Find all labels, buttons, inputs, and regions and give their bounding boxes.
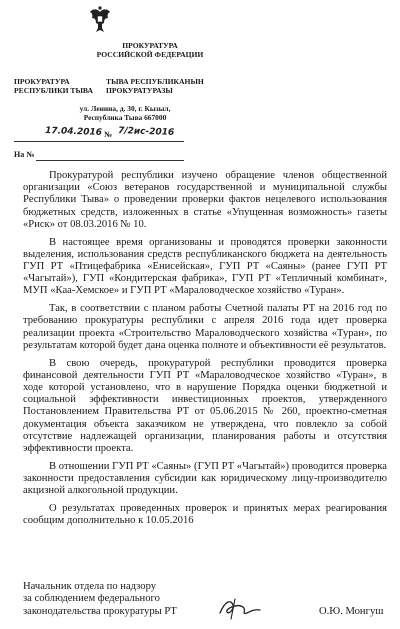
number-sign: № <box>104 130 113 139</box>
signatory-title <box>23 581 177 618</box>
org-title-line: РОССИЙСКОЙ ФЕДЕРАЦИИ <box>96 50 204 60</box>
paragraph: Прокуратурой республики изучено обращение членов общественной организации «Союз ветеранов государственной и муниципальной службы Республики Тыва» о проведении проверки фактов нецелевого использования бюджетных средств, изложенных в статье «Упущенная возможность» газеты «Риск» от 08.03.2016 № 10. <box>23 170 387 230</box>
paragraph: В настоящее время организованы и проводятся проверки законности выделения, использования средств республиканского бюджета на деятельность ГУП РТ «Птицефабрика «Енисейская», ГУП РТ «Саяны» (ранее ГУП РТ «Чагытай»), ГУП «Кондитерская фабрика», ГУП РТ «Тепличный комбинат», МУП «Каа-Хемское» и ГУП РТ «Мараловодческое хозяйство «Туран». <box>23 236 387 297</box>
org-title <box>95 41 205 60</box>
address-line: Республика Тыва 667000 <box>83 113 167 123</box>
date-underline <box>14 141 184 142</box>
in-reply-label: На № <box>14 150 35 159</box>
signatory-title-line: законодательства прокуратуры РТ <box>23 605 177 617</box>
org-title-line: ПРОКУРАТУРА <box>122 41 178 50</box>
org-right-line: ПРОКУРАТУРАЗЫ <box>106 86 173 96</box>
signatory-name: О.Ю. Монгуш <box>319 606 384 617</box>
paragraph: В отношении ГУП РТ «Саяны» (ГУП РТ «Чагытай») проводится проверка законности предоставления субсидии как юридическому лицу-производителю акцизной алкогольной продукции. <box>23 460 387 497</box>
signatory-title-line: Начальник отдела по надзору <box>23 581 157 592</box>
letter-body <box>23 170 387 533</box>
handwritten-date: 17.04.2016 <box>44 126 103 138</box>
org-left <box>14 77 93 96</box>
handwritten-number: 7/2ис-2016 <box>117 126 175 138</box>
org-left-line: РЕСПУБЛИКИ ТЫВА <box>14 86 93 96</box>
paragraph: В свою очередь, прокуратурой республики проводится проверка финансовой деятельности ГУП РТ «Мараловодческое хозяйство «Туран», в ходе которой установлено, что в нарушение Порядка оценки бюджетной и социальной эффективности инвестиционных проектов, утвержденного Постановлением Правительства РТ от 05.06.2015 № 260, проектно-сметная документация объекта заказчиком не утверждена, что повлекло за собой отсутствие надлежащей организации, планирования работы и отсутствия эффективности проекта. <box>23 357 387 455</box>
handwritten-signature <box>217 595 263 621</box>
eagle-emblem-icon <box>89 6 111 34</box>
address-line: ул. Ленина, д. 30, г. Кызыл, <box>79 104 171 113</box>
org-right-line: ТЫВА РЕСПУБЛИКАНЫН <box>106 77 204 86</box>
paragraph: О результатах проведенных проверок и принятых мерах реагирования сообщим дополнительно к 10.05.2016 <box>23 503 387 527</box>
org-right <box>106 77 204 96</box>
paragraph: Так, в соответствии с планом работы Счетной палаты РТ на 2016 год по требованию прокуратуры республики с апреля 2016 года идет проверка реализации проекта «Строительство Мараловодческого хозяйства «Туран», по результатам которой будет дана оценка полноте и объективности её результатов. <box>23 303 387 351</box>
signatory-title-line: за соблюдением федерального <box>23 593 160 605</box>
address <box>60 104 190 123</box>
org-left-line: ПРОКУРАТУРА <box>14 77 70 86</box>
reply-underline <box>36 160 184 161</box>
